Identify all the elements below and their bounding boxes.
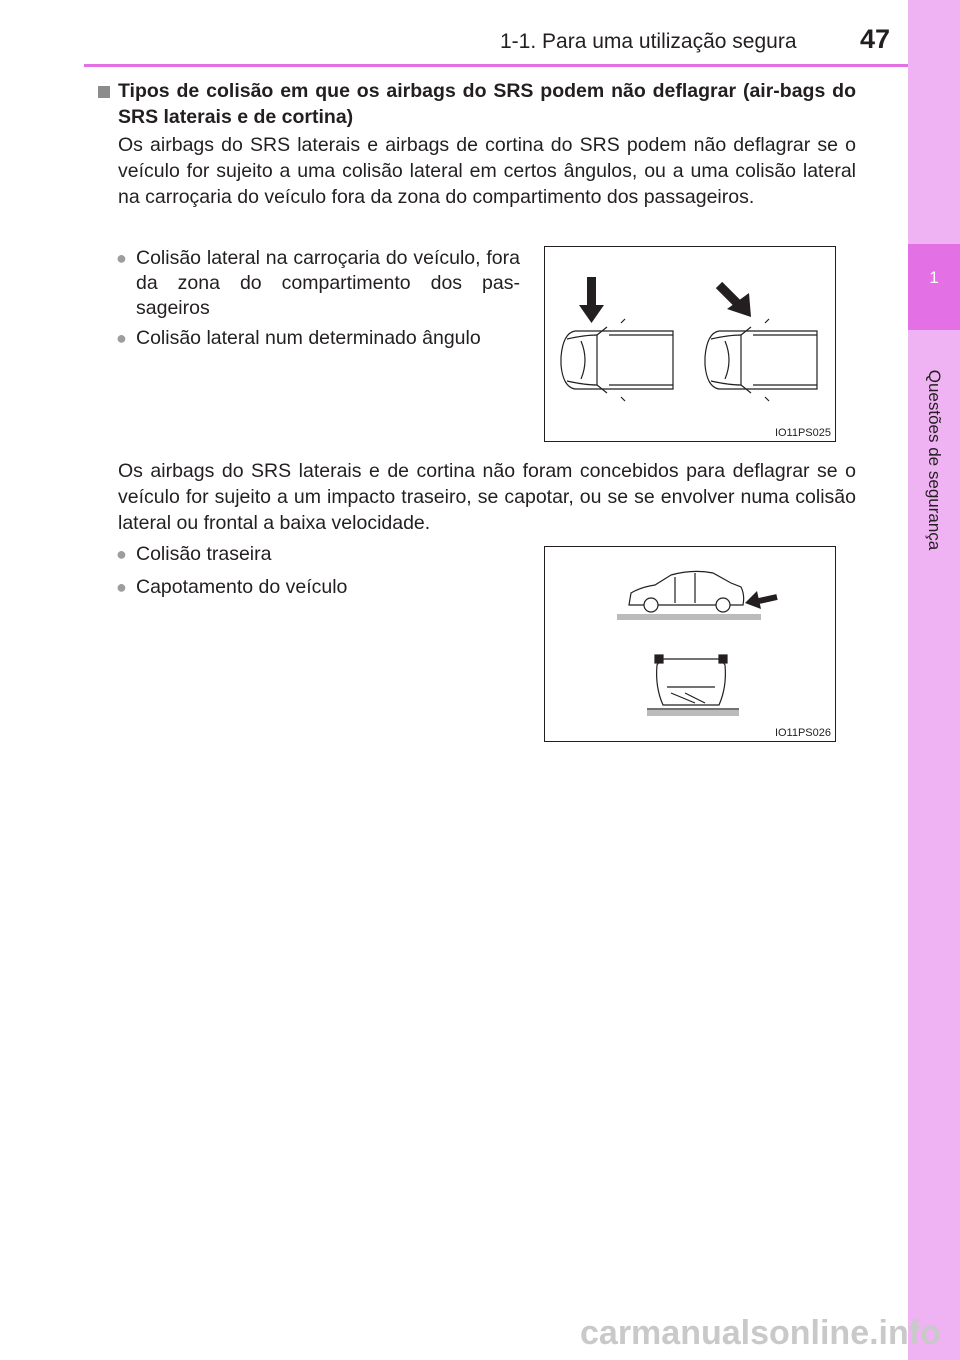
car-side-view [617, 571, 761, 617]
bullet-icon: ● [116, 248, 127, 268]
list-item-text: Capotamento do veículo [136, 576, 348, 598]
arrow-diagonal-icon [719, 285, 751, 317]
list-item [118, 326, 520, 351]
arrow-left-icon [745, 591, 777, 609]
chapter-sidebar [908, 0, 960, 1360]
paragraph-side-airbags: Os airbags do SRS laterais e airbags de cortina do SRS podem não deflagrar se o veículo for sujeito a uma colisão lateral em certos ângulos, ou a uma colisão lateral na carroçaria do veículo fora da zona do compartimento dos passageiros. [118, 134, 856, 208]
chapter-number: 1 [929, 268, 939, 287]
bullet-icon: ● [116, 328, 127, 348]
rear-rollover-illustration [545, 547, 835, 741]
list-item [118, 542, 520, 567]
header-rule [84, 64, 908, 67]
chapter-label: Questões de segurança [925, 369, 944, 551]
list-item-text: Colisão lateral num determinado ângulo [136, 327, 481, 349]
figure-code: IO11PS025 [774, 427, 831, 439]
bullet-icon: ● [116, 544, 127, 564]
figure-side-collision [544, 246, 836, 442]
figure-rear-rollover [544, 546, 836, 742]
list-item-text: Colisão lateral na carroçaria do veículo, fora da zona do compartimento dos pas-sageiros [136, 247, 520, 319]
list-item [118, 246, 520, 321]
bullet-icon: ● [116, 577, 127, 597]
heading-square-icon [98, 86, 110, 98]
list-item-text: Colisão traseira [136, 543, 272, 565]
side-collision-illustration [545, 247, 835, 441]
car-top-view-2 [705, 319, 817, 401]
paragraph-not-designed: Os airbags do SRS laterais e de cortina não foram concebidos para deflagrar se o veículo for sujeito a um impacto traseiro, se capotar, ou se se envolver numa colisão lateral ou frontal a baixa velocidade. [118, 460, 856, 534]
car-top-view-1 [561, 319, 673, 401]
page-number: 47 [860, 24, 891, 54]
car-rollover-view [647, 655, 739, 713]
watermark: carmanualsonline.info [580, 1314, 941, 1352]
section-title: 1-1. Para uma utilização segura [500, 30, 797, 53]
section-heading: Tipos de colisão em que os airbags do SRS podem não deflagrar (air-bags do SRS laterais e de cortina) [118, 80, 856, 128]
list-item [118, 575, 520, 600]
arrow-down-icon [579, 277, 604, 323]
figure-code: IO11PS026 [774, 727, 831, 739]
